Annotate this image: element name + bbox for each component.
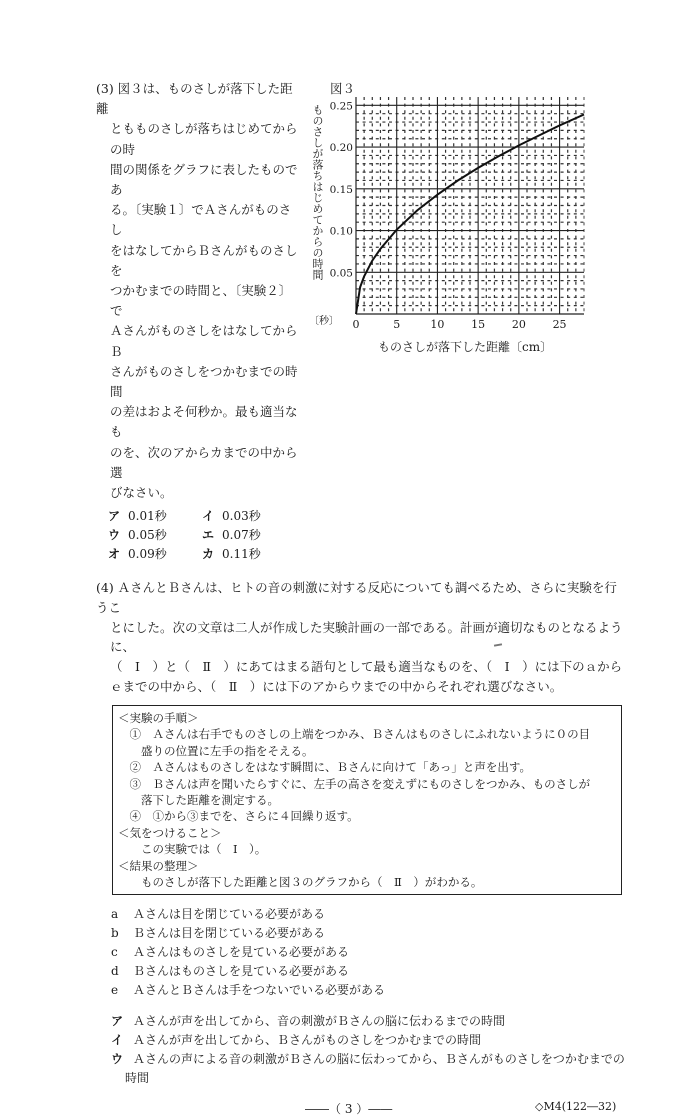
page-number: ――（ 3 ）―― bbox=[305, 1100, 392, 1117]
option-row bbox=[111, 1031, 631, 1050]
option-key: イ bbox=[111, 1031, 133, 1050]
plan-note: ものさしが落下した距離と図３のグラフから（ Ⅱ ）がわかる。 bbox=[118, 874, 616, 890]
q3-line: ともものさしが落ちはじめてからの時 bbox=[96, 119, 302, 159]
option-row bbox=[111, 1069, 631, 1088]
option-key: c bbox=[111, 943, 133, 962]
q3-line: びなさい。 bbox=[96, 483, 302, 503]
y-axis-label: ものさしが落ちはじめてからの時間 bbox=[311, 104, 324, 300]
option-key bbox=[111, 1069, 125, 1088]
plan-heading: ＜気をつけること＞ bbox=[118, 825, 616, 841]
experiment-plan-text bbox=[118, 710, 616, 890]
q3-line: つかむまでの時間と、〔実験２〕で bbox=[96, 281, 302, 321]
choice-value: 0.11秒 bbox=[222, 545, 296, 564]
option-key: d bbox=[111, 962, 133, 981]
y-axis-unit: 〔秒〕 bbox=[309, 312, 339, 327]
x-axis-label: ものさしが落下した距離〔cm〕 bbox=[378, 338, 552, 355]
choice-value: 0.03秒 bbox=[222, 507, 296, 526]
option-value: Ｂさんは目を閉じている必要がある bbox=[133, 924, 325, 943]
choice-key: カ bbox=[202, 545, 222, 564]
option-value: 時間 bbox=[125, 1069, 149, 1088]
y-tick-label: 0.20 bbox=[330, 142, 353, 154]
q3-line: の差はおよそ何秒か。最も適当なも bbox=[96, 402, 302, 442]
option-row bbox=[111, 924, 631, 943]
q4-line: （ Ⅰ ）と（ Ⅱ ）にあてはまる語句として最も適当なものを、（ Ⅰ ）には下のａから bbox=[96, 657, 626, 677]
x-tick-label: 15 bbox=[471, 318, 485, 331]
plan-note: この実験では（ Ⅰ ）。 bbox=[118, 841, 616, 857]
x-tick-label: 0 bbox=[353, 318, 360, 331]
plan-heading: ＜実験の手順＞ bbox=[118, 710, 616, 726]
choice-value: 0.01秒 bbox=[128, 507, 202, 526]
option-row bbox=[111, 943, 631, 962]
plan-step: ② Ａさんはものさしをはなす瞬間に、Ｂさんに向けて「あっ」と声を出す。 bbox=[118, 759, 616, 775]
q3-line: (3) 図３は、ものさしが落下した距離 bbox=[96, 79, 302, 119]
choice-value: 0.05秒 bbox=[128, 526, 202, 545]
q3-line: ＡさんがものさしをはなしてからＢ bbox=[96, 321, 302, 361]
choice-key: ア bbox=[108, 507, 128, 526]
y-tick-label: 0.25 bbox=[330, 100, 353, 112]
question-4-text bbox=[96, 578, 626, 697]
option-row bbox=[111, 905, 631, 924]
options-II bbox=[111, 1012, 631, 1088]
y-tick-label: 0.10 bbox=[330, 226, 353, 238]
option-value: Ａさんが声を出してから、音の刺激がＢさんの脳に伝わるまでの時間 bbox=[133, 1012, 505, 1031]
y-tick-label: 0.15 bbox=[330, 184, 353, 196]
question-3-choices bbox=[108, 507, 298, 564]
option-key: e bbox=[111, 981, 133, 1000]
figure-3-chart bbox=[320, 90, 595, 335]
option-key: ウ bbox=[111, 1050, 133, 1069]
plan-heading: ＜結果の整理＞ bbox=[118, 858, 616, 874]
plan-step: ① Ａさんは右手でものさしの上端をつかみ、Ｂさんはものさしにふれないように０の目 bbox=[118, 726, 616, 742]
choice-value: 0.09秒 bbox=[128, 545, 202, 564]
options-I bbox=[111, 905, 631, 1000]
option-value: Ｂさんはものさしを見ている必要がある bbox=[133, 962, 349, 981]
q4-line: ｅまでの中から、（ Ⅱ ）には下のアからウまでの中からそれぞれ選びなさい。 bbox=[96, 677, 626, 697]
option-value: Ａさんはものさしを見ている必要がある bbox=[133, 943, 349, 962]
figure-title: 図３ bbox=[330, 79, 355, 97]
x-tick-label: 10 bbox=[430, 318, 444, 331]
choice-key: ウ bbox=[108, 526, 128, 545]
plan-step: ④ ①から③までを、さらに４回繰り返す。 bbox=[118, 808, 616, 824]
choice-key: オ bbox=[108, 545, 128, 564]
exam-code: ◇M4(122―32) bbox=[535, 1100, 616, 1113]
plan-step: ③ Ｂさんは声を聞いたらすぐに、左手の高さを変えずにものさしをつかみ、ものさしが bbox=[118, 776, 616, 792]
option-key: a bbox=[111, 905, 133, 924]
q3-line: 間の関係をグラフに表したものであ bbox=[96, 160, 302, 200]
option-key: b bbox=[111, 924, 133, 943]
choice-row bbox=[108, 507, 298, 526]
option-value: Ａさんが声を出してから、Ｂさんがものさしをつかむまでの時間 bbox=[133, 1031, 481, 1050]
option-row bbox=[111, 1012, 631, 1031]
choice-value: 0.07秒 bbox=[222, 526, 296, 545]
x-tick-label: 5 bbox=[393, 318, 400, 331]
x-tick-label: 20 bbox=[512, 318, 526, 331]
q4-line: (4) ＡさんとＢさんは、ヒトの音の刺激に対する反応についても調べるため、さらに実験を行うこ bbox=[96, 578, 626, 618]
option-row bbox=[111, 981, 631, 1000]
q3-line: をはなしてからＢさんがものさしを bbox=[96, 241, 302, 281]
tick-labels bbox=[330, 100, 567, 331]
choice-row bbox=[108, 526, 298, 545]
option-value: Ａさんは目を閉じている必要がある bbox=[133, 905, 325, 924]
choice-key: エ bbox=[202, 526, 222, 545]
q3-line: る。〔実験１〕でＡさんがものさし bbox=[96, 200, 302, 240]
option-value: ＡさんとＢさんは手をつないでいる必要がある bbox=[133, 981, 385, 1000]
x-tick-label: 25 bbox=[553, 318, 567, 331]
option-key: ア bbox=[111, 1012, 133, 1031]
option-row bbox=[111, 1050, 631, 1069]
choice-row bbox=[108, 545, 298, 564]
q4-line: とにした。次の文章は二人が作成した実験計画の一部である。計画が適切なものとなるように、 bbox=[96, 618, 626, 658]
q3-line: のを、次のアからカまでの中から選 bbox=[96, 443, 302, 483]
plan-step: 盛りの位置に左手の指をそえる。 bbox=[118, 743, 616, 759]
choice-key: イ bbox=[202, 507, 222, 526]
question-3-text bbox=[96, 79, 302, 503]
option-value: Ａさんの声による音の刺激がＢさんの脳に伝わってから、Ｂさんがものさしをつかむまでの bbox=[133, 1050, 625, 1069]
plan-step: 落下した距離を測定する。 bbox=[118, 792, 616, 808]
q3-line: さんがものさしをつかむまでの時間 bbox=[96, 362, 302, 402]
y-tick-label: 0.05 bbox=[330, 267, 353, 279]
option-row bbox=[111, 962, 631, 981]
